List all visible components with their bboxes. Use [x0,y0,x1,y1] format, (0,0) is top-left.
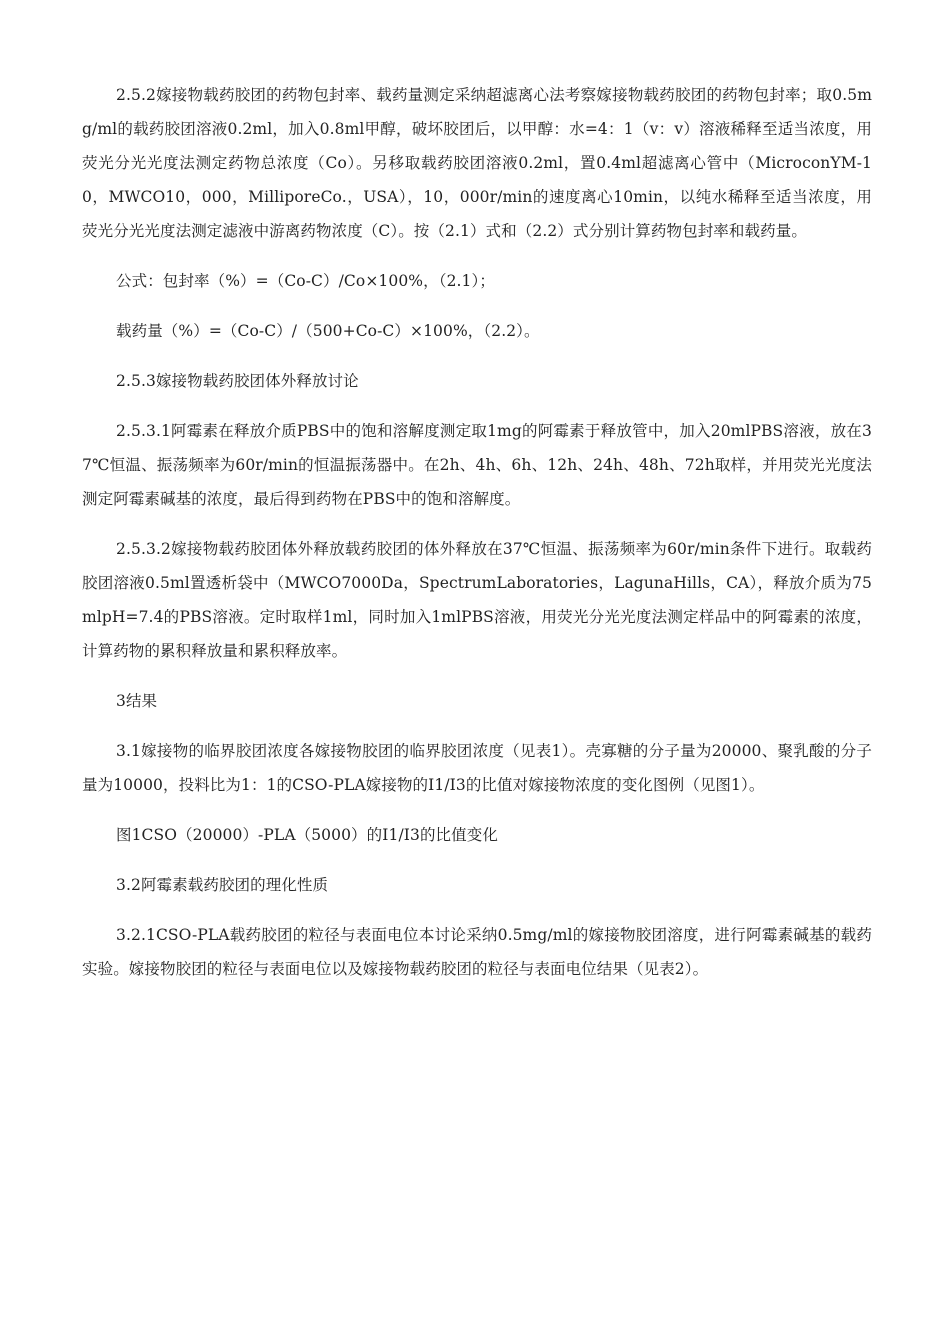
paragraph-3-2: 3.2阿霉素载药胶团的理化性质 [116,876,329,894]
document-body [82,78,872,1002]
paragraph-formula-2-2: 载药量（%）=（Co-C）/（500+Co-C）×100%，（2.2）。 [116,322,540,340]
paragraph-2-5-2: 2.5.2嫁接物载药胶团的药物包封率、载药量测定采纳超滤离心法考察嫁接物载药胶团的药物包封率；取0.5mg/ml的载药胶团溶液0.2ml，加入0.8ml甲醇，破坏胶团后，以甲醇：水=4：1（v：v）溶液稀释至适当浓度，用荧光分光光度法测定药物总浓度（Co）。另移取载药胶团溶液0.2ml，置0.4ml超滤离心管中（MicroconYM-10，MWCO10，000，MilliporeCo.，USA），10，000r/min的速度离心10min，以纯水稀释至适当浓度，用荧光分光光度法测定滤液中游离药物浓度（C）。按（2.1）式和（2.2）式分别计算药物包封率和载药量。 [82,86,872,240]
paragraph-3-1: 3.1嫁接物的临界胶团浓度各嫁接物胶团的临界胶团浓度（见表1）。壳寡糖的分子量为20000、聚乳酸的分子量为10000，投料比为1：1的CSO-PLA嫁接物的I1/I3的比值对嫁接物浓度的变化图例（见图1）。 [82,742,872,794]
paragraph-2-5-3-2: 2.5.3.2嫁接物载药胶团体外释放载药胶团的体外释放在37℃恒温、振荡频率为60r/min条件下进行。取载药胶团溶液0.5ml置透析袋中（MWCO7000Da，SpectrumLaboratories，LagunaHills，CA），释放介质为75mlpH=7.4的PBS溶液。定时取样1ml，同时加入1mlPBS溶液，用荧光分光光度法测定样品中的阿霉素的浓度，计算药物的累积释放量和累积释放率。 [82,540,872,660]
section-heading-3-results: 3结果 [116,692,158,710]
paragraph-2-5-3: 2.5.3嫁接物载药胶团体外释放讨论 [116,372,359,390]
figure-caption-1: 图1CSO（20000）-PLA（5000）的I1/I3的比值变化 [116,826,498,844]
paragraph-2-5-3-1: 2.5.3.1阿霉素在释放介质PBS中的饱和溶解度测定取1mg的阿霉素于释放管中，加入20mlPBS溶液，放在37℃恒温、振荡频率为60r/min的恒温振荡器中。在2h、4h、6h、12h、24h、48h、72h取样，并用荧光光度法测定阿霉素碱基的浓度，最后得到药物在PBS中的饱和溶解度。 [82,422,872,508]
paragraph-3-2-1: 3.2.1CSO-PLA载药胶团的粒径与表面电位本讨论采纳0.5mg/ml的嫁接物胶团溶度，进行阿霉素碱基的载药实验。嫁接物胶团的粒径与表面电位以及嫁接物载药胶团的粒径与表面电位结果（见表2）。 [82,926,872,978]
paragraph-formula-2-1: 公式：包封率（%）=（Co-C）/Co×100%，（2.1）； [116,272,495,290]
